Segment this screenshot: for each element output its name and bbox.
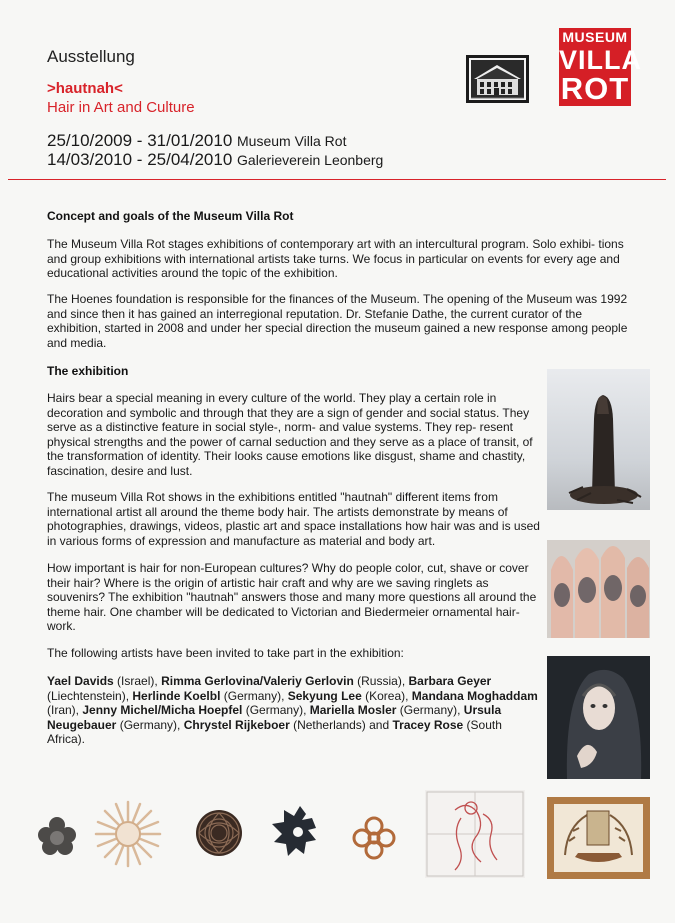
artist-name: Sekyung Lee [287, 688, 362, 703]
date-line-1 [47, 131, 346, 151]
building-stamp-icon [466, 55, 529, 103]
exhibition-title: >hautnah< [47, 80, 123, 97]
artist-name: Tracey Rose [392, 717, 464, 732]
artist-name: Mariella Mosler [309, 703, 397, 717]
header-label: Ausstellung [47, 47, 135, 66]
artist-country: (Israel), [113, 674, 162, 688]
artist-list [47, 674, 540, 747]
header-divider [8, 179, 666, 180]
artist-country: (Liechtenstein), [47, 688, 133, 703]
concept-heading: Concept and goals of the Museum Villa Rot [47, 209, 294, 223]
artist-country: (Netherlands) and [289, 717, 393, 732]
knotted-hair-object-icon [36, 813, 78, 861]
museum-villa-rot-logo [559, 28, 642, 106]
hair-sculpture-photo [547, 369, 650, 510]
logo-line-3: ROT [560, 71, 630, 106]
date-venue: Museum Villa Rot [237, 133, 347, 149]
exhibition-paragraph-3: How important is hair for non-European cultures? Why do people color, cut, shave or cover their hair? Where is the origin of artistic hair craft and why are we saving ringlets as souvenirs? The exhibition "hautnah" answers those and many more questions all around the theme hair. One chamber will be dedicated to Victorian and Biedermeier ornamental hair-work. [47, 561, 537, 633]
exhibition-paragraph-4: The following artists have been invited to take part in the exhibition: [47, 646, 404, 660]
spiral-hair-object-icon [266, 800, 334, 864]
concept-paragraph-1: The Museum Villa Rot stages exhibitions of contemporary art with an intercultural program. Solo exhibi- tions and group exhibitions with international artists take turns. We focus in particular on events for every age and educational activities around the topic of the exhibition. [47, 237, 624, 280]
artist-name: Ursula Neugebauer [47, 703, 502, 732]
exhibition-paragraph-2: The museum Villa Rot shows in the exhibitions entitled "hautnah" different items from international artist all around the theme body hair. The artists demonstrate by means of photographies, drawings, videos, plastic art and space installations how hair was and is used in various forms of expression and manufacture as material and body art. [47, 490, 540, 548]
artist-country: (Iran), [47, 703, 83, 717]
exhibition-paragraph-1: Hairs bear a special meaning in every culture of the world. They play a certain role in decoration and symbolic and through that they are a sign of gender and social status. They serve as a distinctive feature in social style-, norm- and value systems. They rep- resent physical strengths and the power of carnal seduction and they serve as a place of transit, of the transformation of identity. Their looks cause emotions like disgust, shame and chastity, fascination, desire and lust. [47, 391, 533, 478]
artist-country: (Russia), [353, 674, 409, 688]
knot-hair-object-icon [352, 816, 396, 860]
logo-line-1: MUSEUM [562, 29, 628, 45]
date-range: 14/03/2010 - 25/04/2010 [47, 150, 233, 169]
artist-name: Jenny Michel/Micha Hoepfel [82, 703, 243, 717]
logo-line-2: VILLA [559, 45, 642, 75]
date-venue: Galerieverein Leonberg [237, 152, 384, 168]
artist-country: (Germany), [396, 703, 464, 717]
hair-sunburst-object-icon [94, 800, 162, 868]
exhibition-heading: The exhibition [47, 364, 129, 378]
exhibition-subtitle: Hair in Art and Culture [47, 99, 195, 116]
artist-name: Rimma Gerlovina/Valeriy Gerlovin [161, 674, 354, 688]
date-range: 25/10/2009 - 31/01/2010 [47, 131, 233, 150]
date-line-2 [47, 150, 383, 170]
artist-name: Herlinde Koelbl [132, 688, 221, 703]
artist-country: (Germany), [220, 688, 288, 703]
artist-name: Mandana Moghaddam [411, 688, 538, 703]
veiled-figure-photo [547, 656, 650, 779]
concept-paragraph-2: The Hoenes foundation is responsible for the finances of the Museum. The opening of the Museum was 1992 and since then it has gained an interregional reputation. Dr. Stefanie Dathe, the current curator of the exhibition, started in 2008 and under her special direction the museum gained a new response among people and media. [47, 292, 628, 350]
tattooed-fingers-photo [547, 540, 650, 638]
artist-name: Chrystel Rijkeboer [183, 717, 290, 732]
artist-country: (Korea), [361, 688, 412, 703]
artist-name: Barbara Geyer [408, 674, 492, 688]
hair-drawing-tiles-photo [425, 790, 525, 878]
framed-hair-work-photo [547, 797, 650, 879]
artist-country: (Germany), [242, 703, 310, 717]
artist-country: (Germany), [116, 717, 184, 732]
artist-name: Yael Davids [47, 674, 114, 688]
artist-country: (South Africa). [47, 717, 502, 746]
woven-hair-circle-icon [194, 808, 244, 858]
